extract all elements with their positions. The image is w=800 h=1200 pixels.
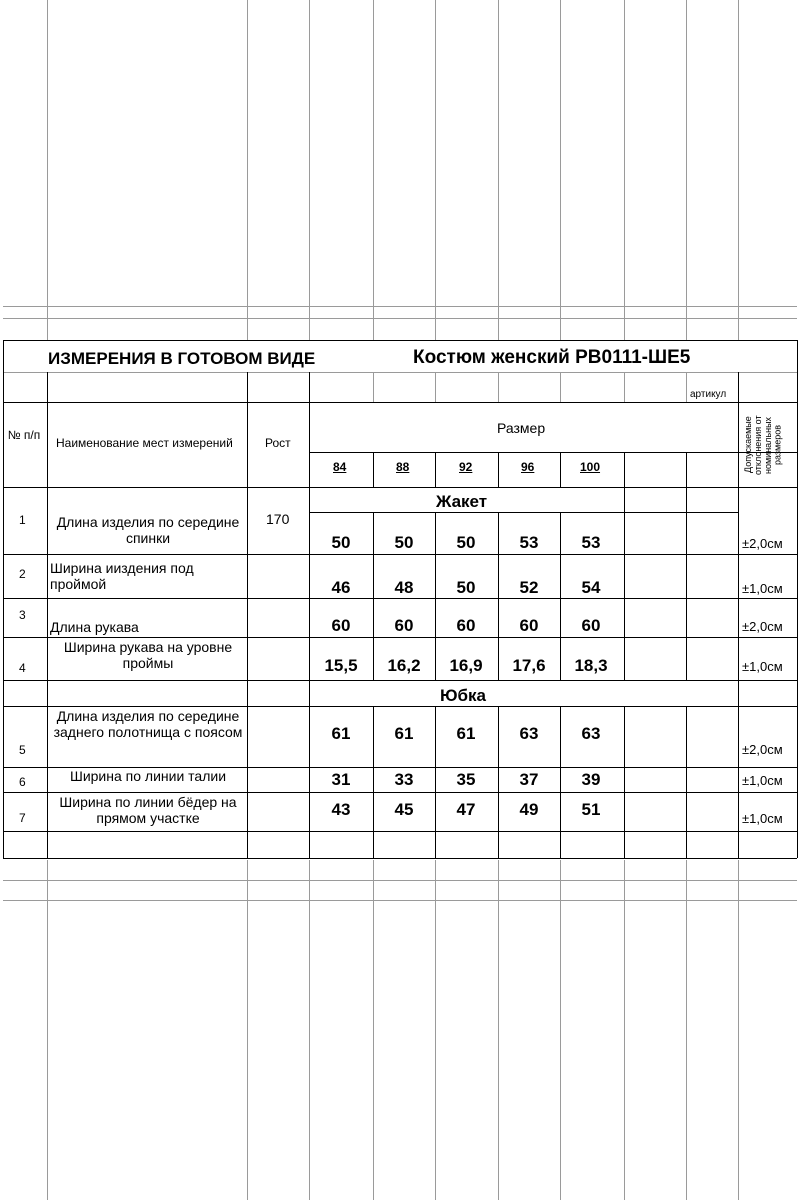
grid-line bbox=[309, 860, 310, 1200]
grid-line bbox=[373, 372, 374, 402]
grid-line bbox=[686, 372, 687, 402]
row-7-name: Ширина по линии бёдер на прямом участке bbox=[59, 794, 237, 827]
row-3-value-84: 60 bbox=[331, 616, 351, 635]
product-title: Костюм женский РВ0111-ШЕ5 bbox=[413, 347, 691, 368]
grid-line bbox=[797, 340, 798, 858]
row-5-name: Длина изделия по середине заднего полотнища с поясом bbox=[53, 708, 243, 741]
grid-line bbox=[3, 880, 797, 881]
row-4-tolerance: ±1,0см bbox=[742, 659, 783, 674]
row-6-value-84: 31 bbox=[331, 770, 351, 789]
row-3-value-96: 60 bbox=[519, 616, 539, 635]
grid-line bbox=[247, 0, 248, 300]
row-2-name: Ширина ииздения под проймой bbox=[50, 560, 194, 593]
grid-line bbox=[498, 860, 499, 1200]
grid-line bbox=[738, 300, 739, 340]
grid-line bbox=[435, 372, 436, 402]
grid-line bbox=[624, 512, 625, 680]
grid-line bbox=[247, 372, 248, 858]
row-6-value-92: 35 bbox=[456, 770, 476, 789]
column-header-tolerance: Допускаемые отклонения от номинальных размеров bbox=[743, 415, 783, 475]
article-label: артикул bbox=[690, 389, 727, 400]
grid-line bbox=[686, 452, 687, 487]
grid-line bbox=[624, 487, 625, 512]
row-7-value-84: 43 bbox=[331, 800, 351, 819]
grid-line bbox=[560, 452, 561, 487]
row-1-value-84: 50 bbox=[331, 533, 351, 552]
grid-line bbox=[3, 318, 797, 319]
section-skirt: Юбка bbox=[440, 686, 486, 705]
grid-line bbox=[309, 0, 310, 300]
grid-line bbox=[686, 512, 687, 680]
sheet-title: ИЗМЕРЕНИЯ В ГОТОВОМ ВИДЕ bbox=[48, 349, 316, 368]
row-7-number: 7 bbox=[19, 811, 26, 825]
row-1-number: 1 bbox=[19, 513, 26, 527]
row-3-name: Длина рукава bbox=[50, 619, 139, 635]
row-4-number: 4 bbox=[19, 661, 26, 675]
grid-line bbox=[686, 0, 687, 300]
grid-line bbox=[498, 372, 499, 402]
grid-line bbox=[435, 0, 436, 300]
grid-line bbox=[3, 792, 797, 793]
row-4-value-92: 16,9 bbox=[449, 656, 483, 675]
row-3-value-92: 60 bbox=[456, 616, 476, 635]
grid-line bbox=[624, 0, 625, 300]
row-2-tolerance: ±1,0см bbox=[742, 581, 783, 596]
grid-line bbox=[498, 0, 499, 300]
grid-line bbox=[3, 858, 797, 859]
row-6-number: 6 bbox=[19, 775, 26, 789]
grid-line bbox=[686, 487, 687, 512]
grid-line bbox=[738, 860, 739, 1200]
column-header-size: Размер bbox=[497, 420, 546, 436]
grid-line bbox=[435, 452, 436, 487]
grid-line bbox=[247, 860, 248, 1200]
grid-line bbox=[435, 860, 436, 1200]
grid-line bbox=[3, 598, 797, 599]
grid-line bbox=[435, 300, 436, 340]
column-header-number: № п/п bbox=[7, 428, 41, 442]
grid-line bbox=[560, 0, 561, 300]
grid-line bbox=[3, 340, 4, 858]
row-3-value-100: 60 bbox=[581, 616, 601, 635]
grid-line bbox=[47, 860, 48, 1200]
grid-line bbox=[373, 860, 374, 1200]
row-7-tolerance: ±1,0см bbox=[742, 811, 783, 826]
row-3-value-88: 60 bbox=[394, 616, 414, 635]
row-1-value-100: 53 bbox=[581, 533, 601, 552]
grid-line bbox=[686, 706, 687, 858]
grid-line bbox=[738, 0, 739, 300]
grid-line bbox=[560, 300, 561, 340]
row-1-value-92: 50 bbox=[456, 533, 476, 552]
grid-line bbox=[624, 300, 625, 340]
grid-line bbox=[3, 831, 797, 832]
row-2-value-100: 54 bbox=[581, 578, 601, 597]
row-4-value-100: 18,3 bbox=[574, 656, 608, 675]
size-label-88: 88 bbox=[396, 460, 410, 474]
grid-line bbox=[47, 300, 48, 340]
grid-line bbox=[686, 860, 687, 1200]
grid-line bbox=[498, 300, 499, 340]
row-1-value-88: 50 bbox=[394, 533, 414, 552]
grid-line bbox=[3, 554, 797, 555]
section-jacket: Жакет bbox=[436, 492, 488, 511]
row-6-value-88: 33 bbox=[394, 770, 414, 789]
row-4-value-96: 17,6 bbox=[512, 656, 546, 675]
row-1-tolerance: ±2,0см bbox=[742, 536, 783, 551]
grid-line bbox=[624, 860, 625, 1200]
grid-line bbox=[3, 706, 797, 707]
grid-line bbox=[3, 680, 797, 681]
row-5-number: 5 bbox=[19, 743, 26, 757]
column-header-name: Наименование мест измерений bbox=[56, 436, 233, 450]
grid-line bbox=[3, 637, 797, 638]
grid-line bbox=[373, 0, 374, 300]
row-4-value-88: 16,2 bbox=[387, 656, 421, 675]
grid-line bbox=[47, 372, 48, 858]
row-6-value-96: 37 bbox=[519, 770, 539, 789]
grid-line bbox=[3, 306, 797, 307]
row-2-number: 2 bbox=[19, 567, 26, 581]
row-5-value-96: 63 bbox=[519, 724, 539, 743]
row-7-value-92: 47 bbox=[456, 800, 476, 819]
row-3-number: 3 bbox=[19, 608, 26, 622]
grid-line bbox=[309, 452, 797, 453]
row-1-value-96: 53 bbox=[519, 533, 539, 552]
grid-line bbox=[560, 372, 561, 402]
grid-line bbox=[373, 452, 374, 487]
row-6-value-100: 39 bbox=[581, 770, 601, 789]
grid-line bbox=[247, 300, 248, 340]
row-2-value-92: 50 bbox=[456, 578, 476, 597]
grid-line bbox=[3, 402, 797, 403]
grid-line bbox=[560, 860, 561, 1200]
row-5-value-84: 61 bbox=[331, 724, 351, 743]
grid-line bbox=[624, 372, 625, 402]
size-label-96: 96 bbox=[521, 460, 535, 474]
grid-line bbox=[738, 372, 739, 858]
grid-line bbox=[47, 0, 48, 300]
row-2-value-88: 48 bbox=[394, 578, 414, 597]
row-7-value-88: 45 bbox=[394, 800, 414, 819]
row-4-value-84: 15,5 bbox=[324, 656, 358, 675]
grid-line bbox=[3, 340, 797, 341]
size-label-100: 100 bbox=[580, 460, 601, 474]
row-7-value-96: 49 bbox=[519, 800, 539, 819]
size-label-92: 92 bbox=[459, 460, 473, 474]
row-2-value-84: 46 bbox=[331, 578, 351, 597]
row-6-name: Ширина по линии талии bbox=[69, 768, 227, 784]
grid-line bbox=[624, 706, 625, 858]
row-1-name: Длина изделия по середине спинки bbox=[56, 514, 240, 547]
column-header-height: Рост bbox=[265, 436, 291, 450]
size-label-84: 84 bbox=[333, 460, 347, 474]
grid-line bbox=[3, 487, 797, 488]
grid-line bbox=[309, 300, 310, 340]
row-5-value-100: 63 bbox=[581, 724, 601, 743]
grid-line bbox=[498, 452, 499, 487]
row-4-name: Ширина рукава на уровне проймы bbox=[63, 639, 233, 672]
grid-line bbox=[373, 300, 374, 340]
row-6-tolerance: ±1,0см bbox=[742, 773, 783, 788]
grid-line bbox=[3, 372, 797, 373]
row-7-value-100: 51 bbox=[581, 800, 601, 819]
grid-line bbox=[686, 300, 687, 340]
row-5-value-88: 61 bbox=[394, 724, 414, 743]
grid-line bbox=[3, 900, 797, 901]
grid-line bbox=[624, 452, 625, 487]
row-2-value-96: 52 bbox=[519, 578, 539, 597]
row-5-value-92: 61 bbox=[456, 724, 476, 743]
row-5-tolerance: ±2,0см bbox=[742, 742, 783, 757]
row-3-tolerance: ±2,0см bbox=[742, 619, 783, 634]
height-value: 170 bbox=[266, 511, 290, 527]
